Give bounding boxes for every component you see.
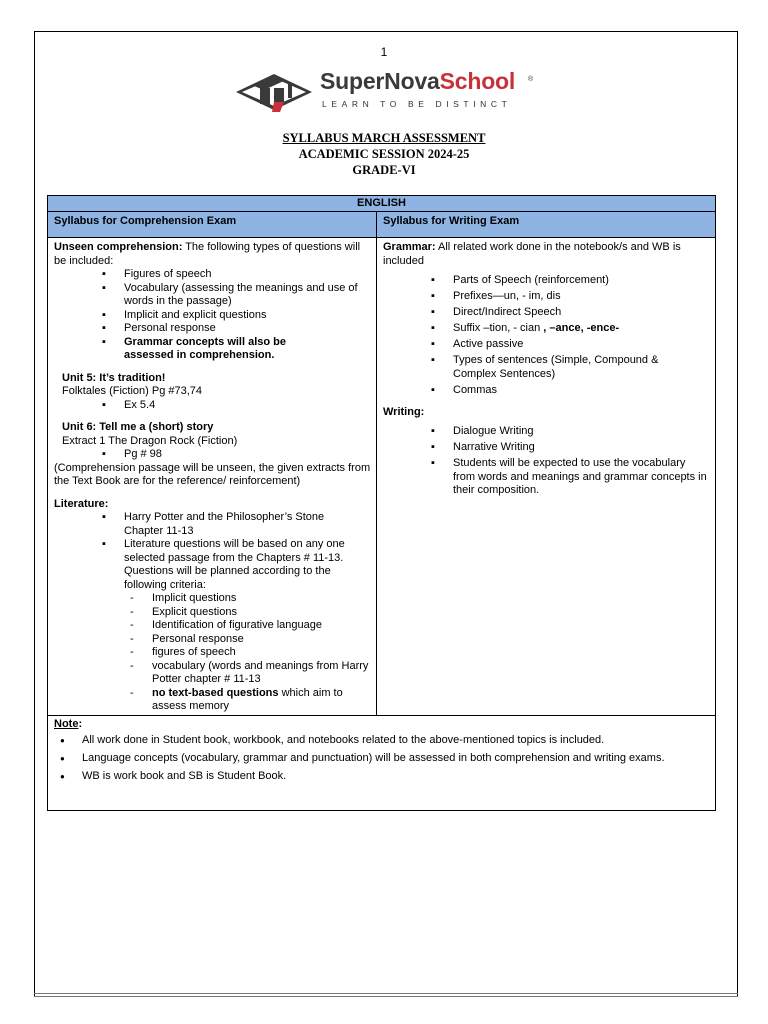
grammar-text: All related work done in the notebook/s and WB is included <box>383 241 681 267</box>
grammar-intro <box>383 241 709 268</box>
list-item: ▪ Parts of Speech (reinforcement) <box>453 274 709 288</box>
school-logo-icon <box>236 66 312 114</box>
note-heading <box>54 718 709 731</box>
list-item: ▪ Figures of speech <box>124 268 372 282</box>
note-colon: : <box>78 718 83 730</box>
subject-header: ENGLISH <box>48 196 715 212</box>
writing-list <box>453 425 709 498</box>
school-logo <box>236 66 536 114</box>
school-name <box>320 68 515 95</box>
school-name-part2: School <box>439 68 516 94</box>
note-label: Note <box>54 718 79 730</box>
list-item: ▪ Vocabulary (assessing the meanings and use of words in the passage) <box>124 282 372 309</box>
list-item: - Personal response <box>152 633 372 647</box>
suffix-bold: , –ance, -ence- <box>543 322 620 334</box>
list-item: ▪ Students will be expected to use the vocabulary from words and meanings and grammar concepts in their composition. <box>453 457 709 498</box>
comprehension-note: (Comprehension passage will be unseen, the given extracts from the Text Book are for the reference/ reinforcement) <box>54 461 371 487</box>
list-item: - vocabulary (words and meanings from Harry Potter chapter # 11-13 <box>152 660 372 687</box>
criteria-last-rest: which aim to assess memory <box>152 686 343 712</box>
note-section <box>48 716 715 810</box>
list-item <box>453 322 709 336</box>
unit5-subtitle: Folktales (Fiction) Pg #73,74 <box>62 385 203 397</box>
list-item: ▪ Implicit and explicit questions <box>124 309 372 323</box>
list-item: ▪ Pg # 98 <box>124 448 372 462</box>
unseen-list <box>124 268 372 363</box>
unseen-text: The following types of questions will be included: <box>54 241 361 267</box>
note-list <box>82 734 709 783</box>
title-assessment: SYLLABUS MARCH ASSESSMENT <box>282 131 486 145</box>
title-grade: GRADE-VI <box>352 163 416 177</box>
criteria-last-bold: no text-based questions <box>152 686 279 699</box>
bottom-rule <box>34 993 738 997</box>
unit6-title: Unit 6: Tell me a (short) story <box>62 421 214 433</box>
unit6-subtitle: Extract 1 The Dragon Rock (Fiction) <box>62 434 238 447</box>
list-item <box>152 687 372 714</box>
list-item: ▪ Narrative Writing <box>453 441 709 455</box>
list-item: - Explicit questions <box>152 606 372 620</box>
page-number: 1 <box>380 45 388 59</box>
list-item: ● WB is work book and SB is Student Book. <box>82 770 709 783</box>
unseen-label: Unseen comprehension: <box>54 241 183 253</box>
title-session: ACADEMIC SESSION 2024-25 <box>298 147 470 161</box>
list-item: ▪ Harry Potter and the Philosopher’s Stone Chapter 11-13 <box>124 511 372 538</box>
grammar-list <box>453 274 709 397</box>
writing-column <box>377 238 715 715</box>
comprehension-header: Syllabus for Comprehension Exam <box>48 212 377 237</box>
syllabus-table <box>47 195 716 811</box>
list-item: ▪ Commas <box>453 384 709 398</box>
school-tagline: LEARN TO BE DISTINCT <box>322 99 512 109</box>
grammar-label: Grammar: <box>383 241 436 253</box>
document-titles <box>0 130 768 178</box>
list-item: ● All work done in Student book, workbook, and notebooks related to the above-mentioned topics is included. <box>82 734 709 747</box>
school-name-part1: SuperNova <box>320 68 440 94</box>
list-item: - figures of speech <box>152 646 372 660</box>
list-item: - Identification of figurative language <box>152 619 372 633</box>
list-item: ▪ Direct/Indirect Speech <box>453 306 709 320</box>
unit5-title: Unit 5: It’s tradition! <box>62 371 166 384</box>
list-item: - Implicit questions <box>152 592 372 606</box>
list-item: ▪ Types of sentences (Simple, Compound & Complex Sentences) <box>453 354 709 381</box>
unit6-list <box>124 448 372 462</box>
comprehension-column <box>48 238 377 715</box>
list-item: ▪ Active passive <box>453 338 709 352</box>
writing-header: Syllabus for Writing Exam <box>383 215 520 227</box>
list-item: ▪ Grammar concepts will also be assessed in comprehension. <box>124 336 372 363</box>
criteria-list <box>152 592 372 714</box>
literature-list <box>124 511 372 592</box>
column-header-row <box>48 212 715 238</box>
list-item: ▪ Dialogue Writing <box>453 425 709 439</box>
list-item: ▪ Prefixes—un, - im, dis <box>453 290 709 304</box>
list-item: ▪ Literature questions will be based on any one selected passage from the Chapters # 11-13. Questions will be planned according to the following criteria: <box>124 538 372 592</box>
unseen-comprehension-intro <box>54 241 372 268</box>
registered-mark: ® <box>528 76 534 83</box>
list-item: ▪ Personal response <box>124 322 372 336</box>
suffix-plain: Suffix –tion, - cian <box>453 322 544 334</box>
unit5-list <box>124 399 372 413</box>
writing-label: Writing: <box>383 405 425 418</box>
list-item: ▪ Ex 5.4 <box>124 399 372 413</box>
list-item: ● Language concepts (vocabulary, grammar and punctuation) will be assessed in both comprehension and writing exams. <box>82 752 709 765</box>
literature-label: Literature: <box>54 497 109 510</box>
syllabus-body-row <box>48 238 715 716</box>
